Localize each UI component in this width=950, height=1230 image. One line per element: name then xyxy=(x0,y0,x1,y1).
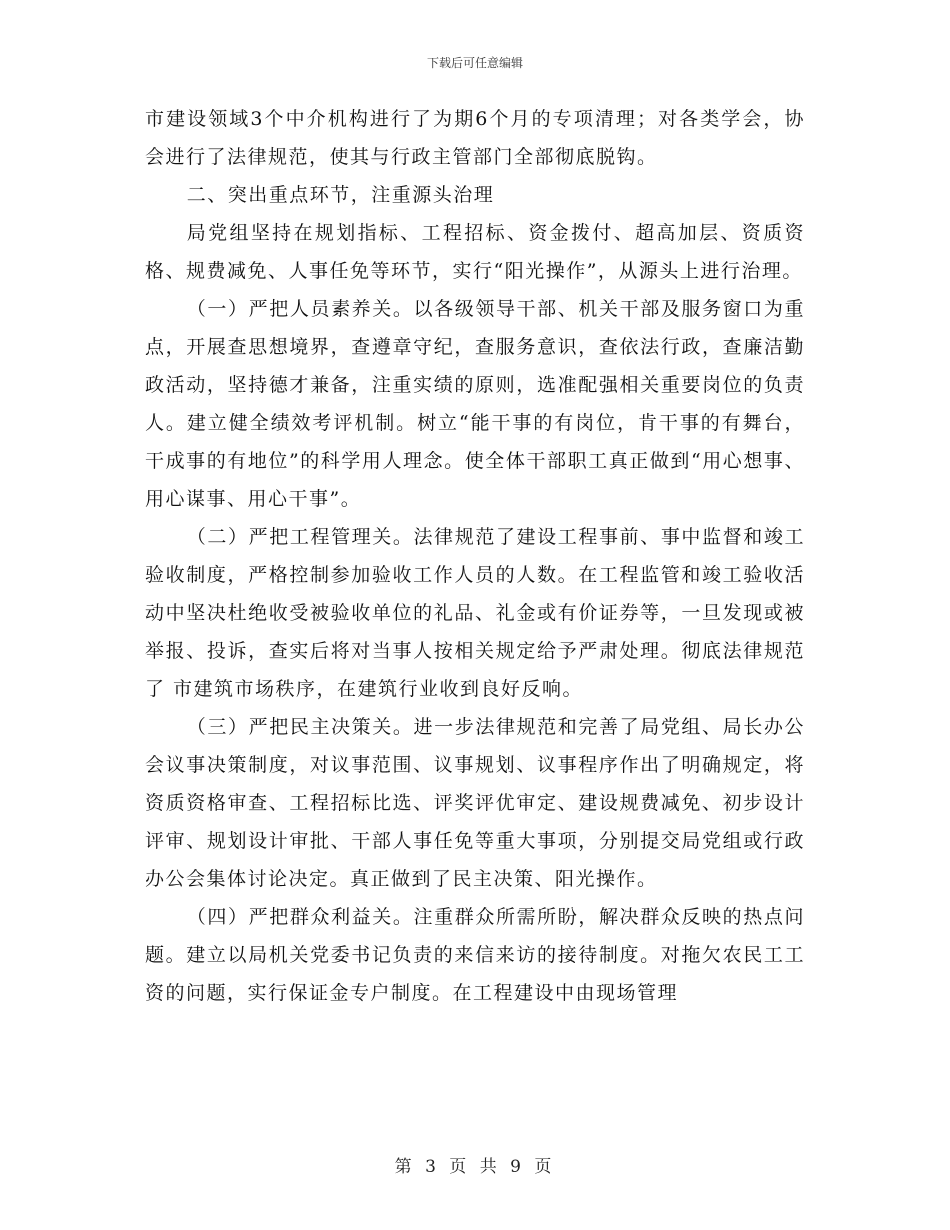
section-heading: 二、突出重点环节，注重源头治理 xyxy=(186,184,495,206)
paragraph-intro: 局党组坚持在规划指标、工程招标、资金拨付、超高加层、资质资格、规费减免、人事任免等环节，实行“阳光操作”，从源头上进行治理。 xyxy=(145,222,805,282)
page-header: 下载后可任意编辑 xyxy=(426,56,523,70)
paragraph-item-3: （三）严把民主决策关。进一步法律规范和完善了局党组、局长办公会议事决策制度，对议事范围、议事规划、议事程序作出了明确规定，将资质资格审查、工程招标比选、评奖评优审定、建设规费减免、初步设计评审、规划设计审批、干部人事任免等重大事项，分别提交局党组或行政办公会集体讨论决定。真正做到了民主决策、阳光操作。 xyxy=(145,716,805,890)
paragraph-item-4: （四）严把群众利益关。注重群众所需所盼，解决群众反映的热点问题。建立以局机关党委书记负责的来信来访的接待制度。对拖欠农民工工资的问题，实行保证金专户制度。在工程建设中由现场管理 xyxy=(145,906,805,1004)
paragraph-item-2: （二）严把工程管理关。法律规范了建设工程事前、事中监督和竣工验收制度，严格控制参加验收工作人员的人数。在工程监管和竣工验收活动中坚决杜绝收受被验收单位的礼品、礼金或有价证券等，一旦发现或被举报、投诉，查实后将对当事人按相关规定给予严肃处理。彻底法律规范了 市建筑市场秩序，在建筑行业收到良好反响。 xyxy=(145,526,805,700)
page-footer: 第 3 页 共 9 页 xyxy=(394,1157,556,1177)
paragraph-continued: 市建设领域3个中介机构进行了为期6个月的专项清理；对各类学会，协会进行了法律规范，使其与行政主管部门全部彻底脱钩。 xyxy=(145,108,805,168)
paragraph-item-1: （一）严把人员素养关。以各级领导干部、机关干部及服务窗口为重点，开展查思想境界，查遵章守纪，查服务意识，查依法行政，查廉洁勤政活动，坚持德才兼备，注重实绩的原则，选准配强相关重要岗位的负责人。建立健全绩效考评机制。树立“能干事的有岗位，肯干事的有舞台，干成事的有地位”的科学用人理念。使全体干部职工真正做到“用心想事、用心谋事、用心干事”。 xyxy=(145,298,805,510)
document-body xyxy=(145,100,805,1012)
